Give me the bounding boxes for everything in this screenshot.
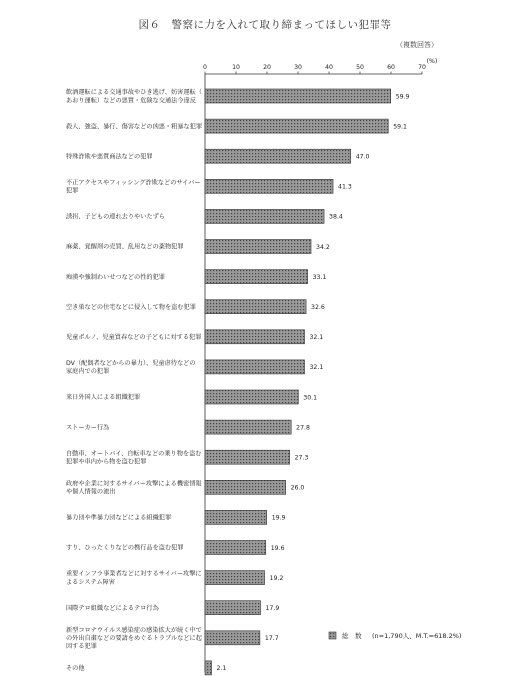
bar: [205, 240, 311, 254]
value-label: 33.1: [312, 273, 327, 281]
value-label: 27.8: [296, 424, 310, 432]
chart-title: 図６ 警察に力を入れて取り締まってほしい犯罪等: [138, 19, 392, 31]
bars: [205, 89, 410, 675]
category-label: 自動車、オートバイ、自転車などの乗り物を盗む犯罪や車内から物を盗む犯罪: [66, 450, 202, 466]
category-label: 不正アクセスやフィッシング詐欺などのサイバー犯罪: [66, 179, 201, 195]
bar: [205, 420, 291, 434]
x-tick-label: 0: [203, 64, 207, 71]
bar: [205, 631, 260, 645]
value-label: 2.1: [216, 665, 227, 673]
bar: [205, 149, 351, 163]
legend-series-name: 総 数: [342, 632, 362, 641]
category-label: 来日外国人による組織犯罪: [66, 394, 141, 402]
value-label: 17.7: [264, 635, 279, 643]
value-label: 19.6: [270, 544, 285, 552]
bar: [205, 510, 267, 524]
bar: [205, 480, 286, 494]
x-tick-label: 60: [387, 64, 395, 71]
bar: [205, 450, 290, 464]
category-label: 政府や企業に対するサイバー攻撃による機密情報や個人情報の流出: [66, 480, 202, 496]
value-label: 26.0: [290, 484, 305, 492]
value-label: 32.1: [309, 364, 324, 372]
x-tick-label: 20: [263, 64, 271, 71]
value-label: 38.4: [329, 213, 343, 221]
unit-label: (%): [426, 58, 438, 65]
bar: [205, 270, 308, 284]
category-label: 殺人、強盗、暴行、傷害などの凶悪・粗暴な犯罪: [66, 123, 203, 131]
x-tick-label: 10: [232, 64, 240, 71]
bar: [205, 179, 333, 193]
bar: [205, 661, 212, 675]
category-label: 児童ポルノ、児童買春などの子どもに対する犯罪: [66, 334, 202, 341]
bar: [205, 300, 306, 314]
value-label: 17.9: [265, 605, 280, 612]
category-label: 飲酒運転による交通事故やひき逃げ、妨害運転（あおり運転）などの悪質・危険な交通法令違反: [66, 89, 202, 105]
value-label: 32.6: [311, 304, 325, 311]
value-label: 59.9: [395, 93, 410, 101]
category-label: 新型コロナウイルス感染症の感染拡大が続く中での外出自粛などの要請をめぐるトラブルなどに起因する犯罪: [66, 626, 202, 651]
value-label: 47.0: [355, 153, 370, 161]
category-label: 重要インフラ事業者などに対するサイバー攻撃によるシステム障害: [66, 570, 202, 586]
bar: [205, 360, 305, 374]
legend-swatch: [329, 632, 336, 639]
category-label: 国際テロ組織などによるテロ行為: [66, 604, 159, 612]
bar: [205, 541, 266, 555]
x-tick-label: 50: [356, 64, 364, 71]
multiple-answer-note: （複数回答）: [396, 41, 438, 49]
category-label: 空き巣などの住宅などに侵入して物を盗む犯罪: [66, 303, 196, 311]
value-label: 30.1: [303, 394, 318, 402]
bar: [205, 89, 391, 103]
category-labels: [66, 88, 202, 672]
category-label: 痴漢や強制わいせつなどの性的犯罪: [66, 273, 165, 281]
x-tick-label: 30: [294, 64, 302, 71]
bar: [205, 571, 265, 585]
category-label: ストーカー行為: [66, 424, 110, 432]
bar: [205, 601, 260, 615]
category-label: その他: [66, 665, 85, 673]
value-label: 19.9: [271, 514, 286, 522]
legend: [329, 631, 461, 640]
value-label: 27.3: [294, 454, 309, 462]
category-label: 誘拐、子どもの連れ去りやいたずら: [66, 213, 165, 221]
bar: [205, 390, 298, 404]
category-label: 暴力団や準暴力団などによる組織犯罪: [66, 514, 172, 522]
bar: [205, 119, 388, 133]
category-label: すり、ひったくりなどの携行品を盗む犯罪: [66, 544, 184, 552]
value-label: 59.1: [393, 123, 407, 131]
category-label: 特殊詐欺や悪質商法などの犯罪: [66, 153, 153, 161]
category-label: 麻薬、覚醒剤の売買、乱用などの薬物犯罪: [66, 243, 184, 251]
value-label: 19.2: [269, 574, 284, 582]
bar: [205, 330, 305, 344]
x-tick-label: 70: [418, 64, 426, 71]
x-tick-label: 40: [325, 64, 333, 71]
value-label: 34.2: [316, 243, 330, 251]
value-label: 32.1: [309, 334, 324, 342]
value-label: 41.3: [338, 183, 352, 191]
bar: [205, 209, 324, 223]
category-label: DV（配偶者などからの暴力）、児童虐待などの家庭内での犯罪: [66, 360, 196, 376]
legend-note: (n=1,790人、M.T.=618.2%): [372, 632, 462, 641]
